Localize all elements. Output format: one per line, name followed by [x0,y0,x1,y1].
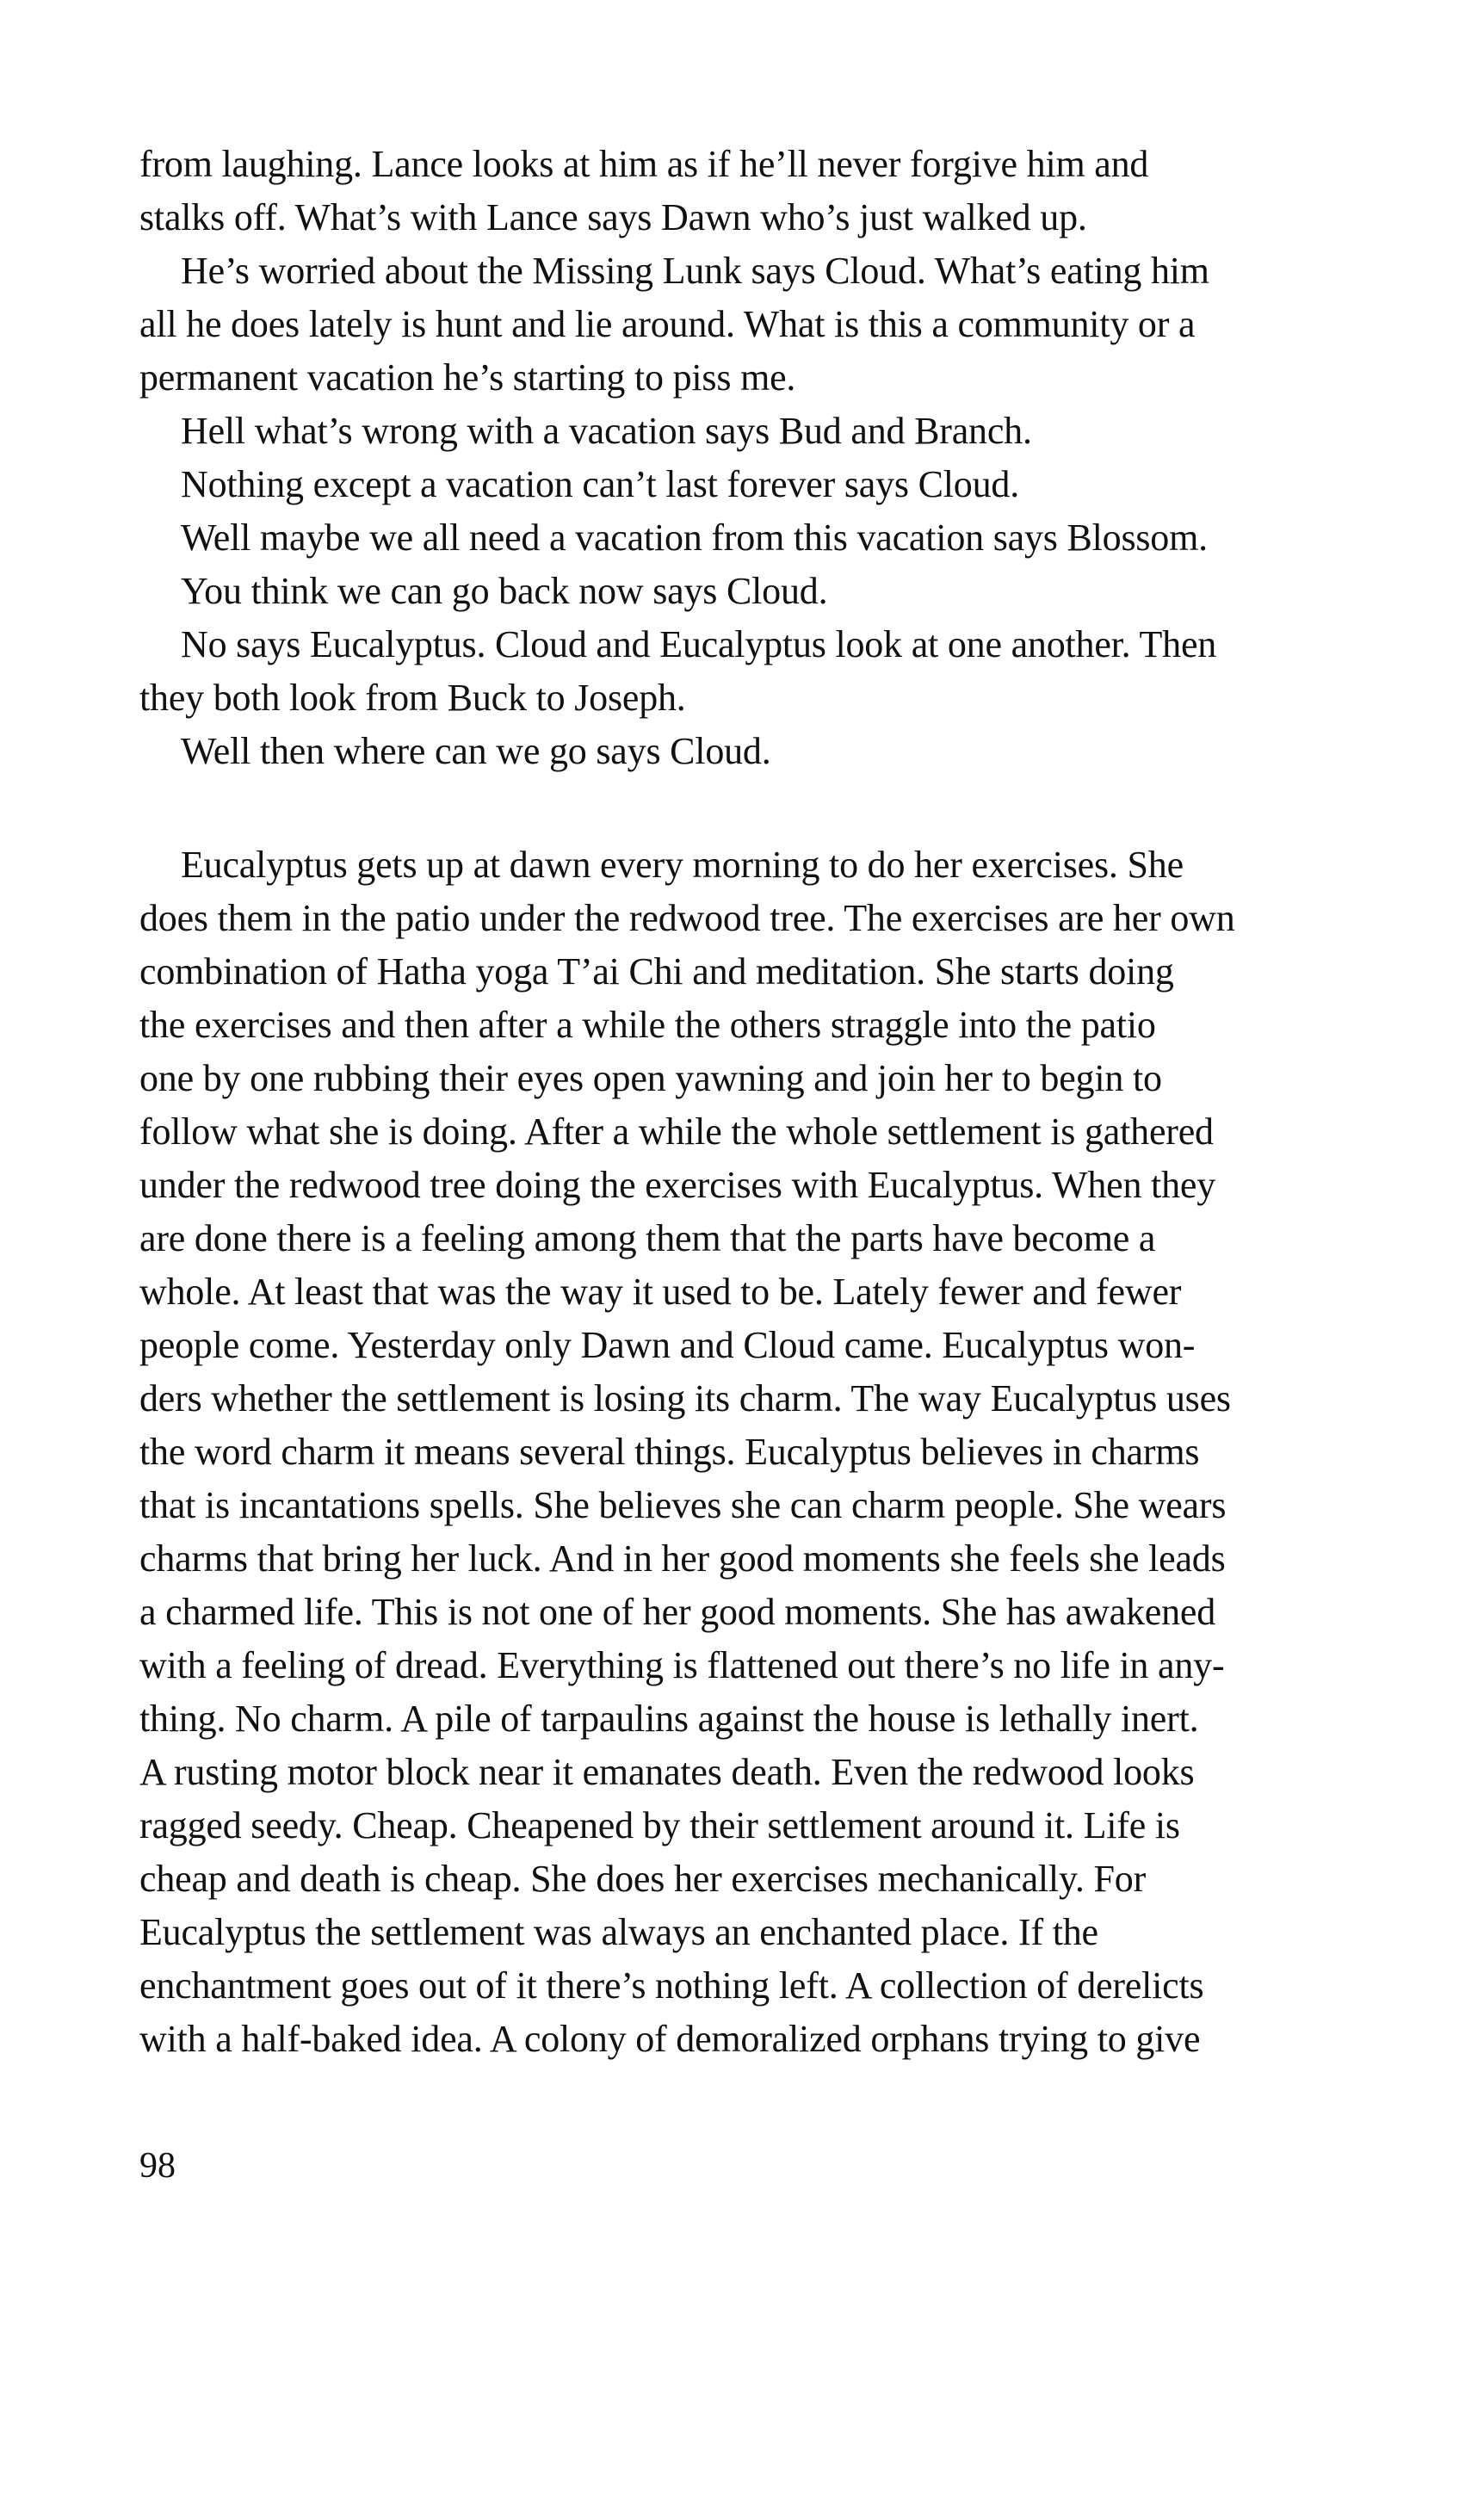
text-line: charms that bring her luck. And in her good moments she feels she leads [139,1537,1226,1580]
text-line: ragged seedy. Cheap. Cheapened by their settlement around it. Life is [139,1804,1180,1846]
text-line: they both look from Buck to Joseph. [139,677,686,719]
text-line: are done there is a feeling among them that the parts have become a [139,1217,1156,1259]
text-line: follow what she is doing. After a while the whole settlement is gathered [139,1110,1214,1153]
text-line: stalks off. What’s with Lance says Dawn who’s just walked up. [139,196,1087,238]
text-line: with a half-baked idea. A colony of demoralized orphans trying to give [139,2018,1201,2060]
text-line: Eucalyptus gets up at dawn every morning to do her exercises. She [181,844,1184,886]
text-line: You think we can go back now says Cloud. [181,570,828,612]
text-line: thing. No charm. A pile of tarpaulins against the house is lethally inert. [139,1698,1199,1740]
text-line: that is incantations spells. She believes she can charm people. She wears [139,1484,1227,1526]
text-line: from laughing. Lance looks at him as if he’ll never forgive him and [139,143,1149,185]
text-line: the word charm it means several things. Eucalyptus believes in charms [139,1431,1200,1473]
text-line: permanent vacation he’s starting to piss me. [139,356,796,399]
text-line: Hell what’s wrong with a vacation says Bud and Branch. [181,410,1032,452]
text-line: A rusting motor block near it emanates death. Even the redwood looks [139,1751,1195,1793]
text-line: whole. At least that was the way it used to be. Lately fewer and fewer [139,1271,1182,1313]
text-line: people come. Yesterday only Dawn and Cloud came. Eucalyptus won- [139,1324,1196,1366]
text-line: the exercises and then after a while the others straggle into the patio [139,1004,1156,1046]
text-line: enchantment goes out of it there’s nothing left. A collection of derelicts [139,1964,1204,2007]
text-line: Well maybe we all need a vacation from this vacation says Blossom. [181,516,1208,559]
text-line: combination of Hatha yoga T’ai Chi and meditation. She starts doing [139,950,1174,993]
text-line: Eucalyptus the settlement was always an enchanted place. If the [139,1911,1098,1953]
text-line: He’s worried about the Missing Lunk says Cloud. What’s eating him [181,250,1209,292]
text-line: under the redwood tree doing the exercises with Eucalyptus. When they [139,1164,1215,1206]
text-line: ders whether the settlement is losing its charm. The way Eucalyptus uses [139,1377,1231,1420]
text-line: with a feeling of dread. Everything is flattened out there’s no life in any- [139,1644,1225,1686]
text-line: one by one rubbing their eyes open yawning and join her to begin to [139,1057,1162,1099]
text-line: No says Eucalyptus. Cloud and Eucalyptus look at one another. Then [181,623,1217,665]
text-line: Well then where can we go says Cloud. [181,730,771,772]
text-line: Nothing except a vacation can’t last forever says Cloud. [181,463,1020,505]
text-line: all he does lately is hunt and lie around. What is this a community or a [139,303,1196,345]
page-number: 98 [139,2146,176,2186]
text-line: a charmed life. This is not one of her good moments. She has awakened [139,1591,1216,1633]
text-line: cheap and death is cheap. She does her exercises mechanically. For [139,1858,1147,1900]
text-line: does them in the patio under the redwood tree. The exercises are her own [139,897,1235,939]
